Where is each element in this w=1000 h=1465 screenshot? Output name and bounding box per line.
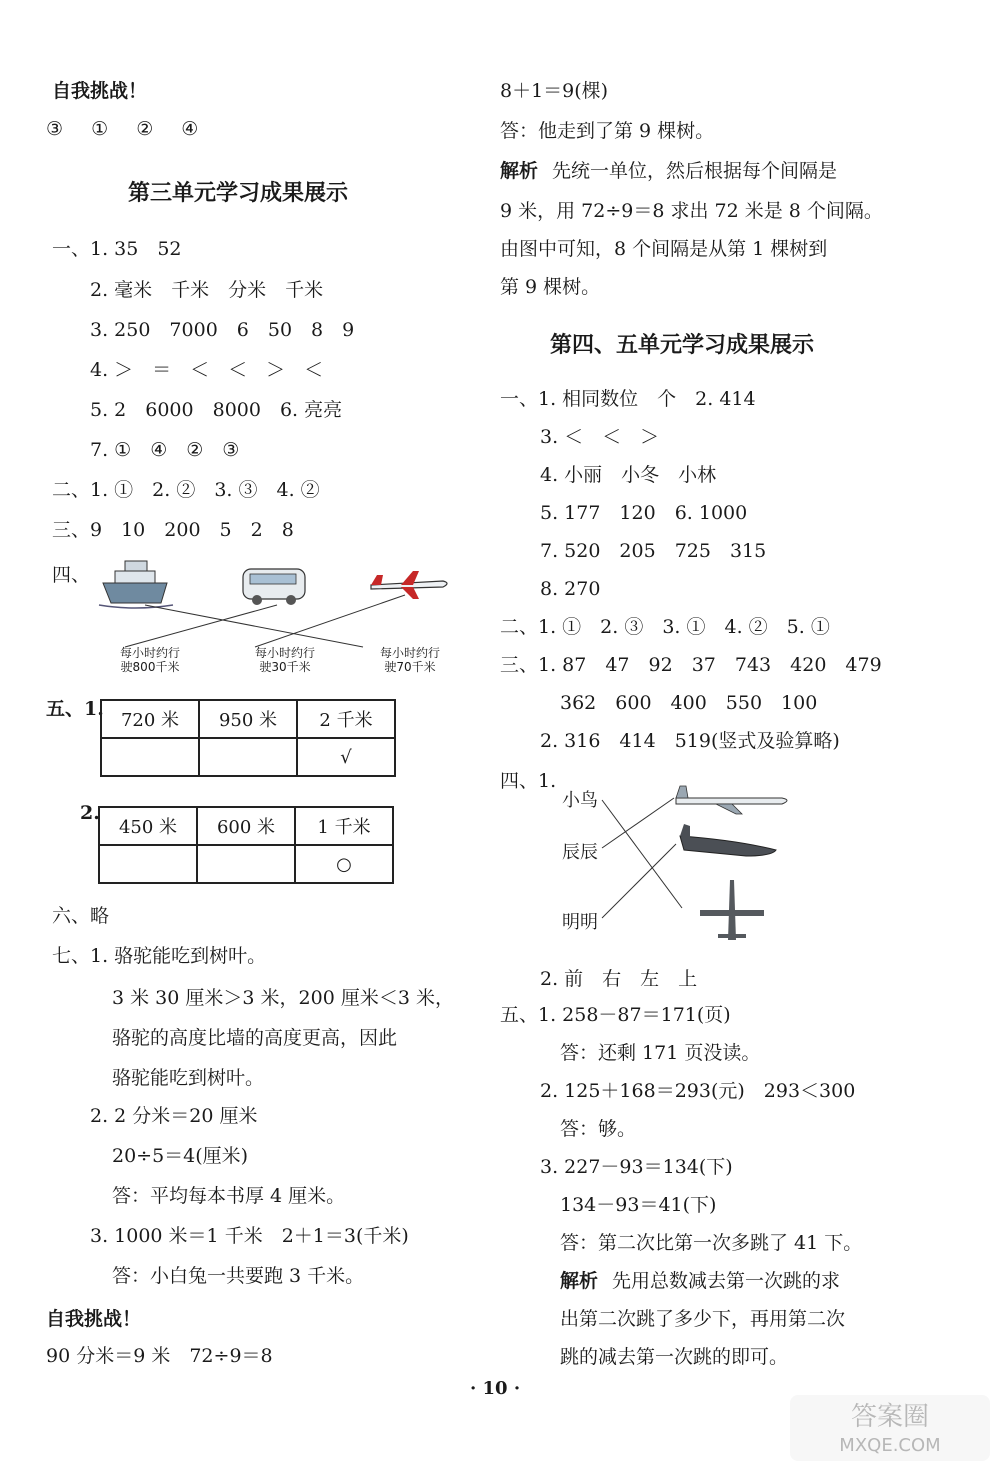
unit45-s3-line2: 362 600 400 550 100 — [560, 692, 818, 714]
svg-text:答案圈: 答案圈 — [850, 1402, 930, 1432]
caption-line: 每小时约行 — [379, 646, 440, 660]
unit45-s1-line3: 4. 小丽 小冬 小林 — [540, 464, 717, 486]
unit3-s4-label: 四、 — [52, 564, 91, 586]
airplane-top-icon — [700, 880, 764, 940]
unit3-s7-line9: 答：小白兔一共要跑 3 千米。 — [112, 1265, 365, 1287]
analysis-1-line3: 由图中可知，8 个间隔是从第 1 棵树到 — [500, 238, 828, 260]
analysis-1-line4: 第 9 棵树。 — [500, 276, 601, 298]
unit45-s5-line2: 答：还剩 171 页没读。 — [560, 1042, 761, 1064]
table-cell: ○ — [295, 845, 393, 883]
analysis-text: 先用总数减去第一次跳的求 — [612, 1270, 841, 1292]
unit3-s3: 三、9 10 200 5 2 8 — [52, 519, 294, 541]
unit3-s5-2-label: 2. — [80, 802, 100, 824]
table-cell: 720 米 — [101, 700, 199, 738]
unit45-s1-line5: 7. 520 205 725 315 — [540, 540, 767, 562]
analysis-2-line3: 跳的减去第一次跳的即可。 — [560, 1346, 789, 1368]
name-mingming: 明明 — [562, 912, 598, 933]
unit3-s1-line4: 4. ＞ ＝ ＜ ＜ ＞ ＜ — [90, 359, 324, 381]
table-cell: √ — [297, 738, 395, 776]
table-cell: 600 米 — [197, 807, 295, 845]
table-cell: 450 米 — [99, 807, 197, 845]
unit3-s7-line6: 20÷5＝4(厘米) — [112, 1145, 249, 1167]
challenge-top-answers — [46, 116, 220, 142]
unit45-s3-line3: 2. 316 414 519(竖式及验算略) — [540, 730, 840, 752]
unit45-s5-line7: 答：第二次比第一次多跳了 41 下。 — [560, 1232, 863, 1254]
table-cell: 2 千米 — [297, 700, 395, 738]
airplane-side-icon — [676, 786, 787, 814]
unit3-s7-line2: 3 米 30 厘米＞3 米，200 厘米＜3 米， — [112, 987, 454, 1009]
airplane-icon — [371, 571, 447, 599]
table-cell — [199, 738, 297, 776]
bus-icon — [243, 569, 305, 605]
table-cell — [99, 845, 197, 883]
unit45-s5-line5: 3. 227－93＝134(下) — [540, 1156, 733, 1178]
unit3-s1-line6: 7. ① ④ ② ③ — [90, 439, 240, 461]
table-cell: 950 米 — [199, 700, 297, 738]
answer-choice: ② — [136, 118, 154, 140]
caption-speed-70 — [365, 646, 455, 674]
caption-line: 每小时约行 — [119, 646, 180, 660]
unit3-s2: 二、1. ① 2. ② 3. ③ 4. ② — [52, 479, 320, 501]
analysis-text: 先统一单位，然后根据每个间隔是 — [552, 160, 838, 182]
table-cell: 1 千米 — [295, 807, 393, 845]
unit45-s2: 二、1. ① 2. ③ 3. ① 4. ② 5. ① — [500, 616, 830, 638]
matching-lines — [125, 595, 405, 647]
unit45-s5-line6: 134－93＝41(下) — [560, 1194, 717, 1216]
unit3-s6: 六、略 — [52, 905, 110, 927]
unit3-s7-line1: 七、1. 骆驼能吃到树叶。 — [52, 945, 267, 967]
right-line-r2: 答：他走到了第 9 棵树。 — [500, 120, 715, 142]
unit45-s5-line1: 五、1. 258－87＝171(页) — [500, 1004, 731, 1026]
unit45-s3-line1: 三、1. 87 47 92 37 743 420 479 — [500, 654, 882, 676]
name-chenchen: 辰辰 — [562, 842, 598, 863]
unit3-s7-line8: 3. 1000 米＝1 千米 2＋1＝3(千米) — [90, 1225, 409, 1247]
watermark-logo — [790, 1395, 990, 1461]
unit3-s5-label: 五、1. — [46, 698, 104, 720]
answer-choice: ① — [91, 118, 109, 140]
airplane-matching-figure — [596, 770, 796, 955]
unit3-s7-line7: 答：平均每本书厚 4 厘米。 — [112, 1185, 346, 1207]
right-line-r1: 8＋1＝9(棵) — [500, 80, 609, 102]
unit3-s1-line3: 3. 250 7000 6 50 8 9 — [90, 319, 355, 341]
unit45-title: 第四、五单元学习成果展示 — [550, 333, 815, 358]
analysis-label: 解析 — [500, 160, 539, 182]
unit3-s7-line3: 骆驼的高度比墙的高度更高，因此 — [112, 1027, 398, 1049]
unit45-s1-line4: 5. 177 120 6. 1000 — [540, 502, 748, 524]
analysis-label: 解析 — [560, 1270, 599, 1292]
ship-icon — [99, 561, 173, 608]
unit3-title: 第三单元学习成果展示 — [128, 181, 349, 206]
unit3-s7-line5: 2. 2 分米＝20 厘米 — [90, 1105, 258, 1127]
page-number: · 10 · — [470, 1378, 521, 1399]
unit3-s7-line4: 骆驼能吃到树叶。 — [112, 1067, 265, 1089]
caption-line: 驶800千米 — [120, 660, 180, 674]
caption-speed-30 — [240, 646, 330, 674]
unit45-s1-line1: 一、1. 相同数位 个 2. 414 — [500, 388, 756, 410]
caption-line: 驶70千米 — [384, 660, 436, 674]
answer-table-2 — [98, 806, 394, 884]
matching-lines — [602, 798, 682, 918]
table-cell — [197, 845, 295, 883]
unit3-s1-line5: 5. 2 6000 8000 6. 亮亮 — [90, 399, 343, 421]
challenge-bottom-line: 90 分米＝9 米 72÷9＝8 — [46, 1345, 273, 1367]
airplane-angled-icon — [680, 824, 776, 856]
table-cell — [101, 738, 199, 776]
unit45-s5-line4: 答：够。 — [560, 1118, 637, 1140]
answer-choice: ③ — [46, 118, 64, 140]
challenge-heading-bottom: 自我挑战！ — [46, 1308, 142, 1330]
name-xiaoniao: 小鸟 — [562, 790, 598, 811]
caption-speed-800 — [105, 646, 195, 674]
unit3-s1-line2: 2. 毫米 千米 分米 千米 — [90, 279, 324, 301]
unit3-s1-line1: 一、1. 35 52 — [52, 238, 182, 260]
unit45-s4-2: 2. 前 右 左 上 — [540, 968, 698, 990]
answer-choice: ④ — [181, 118, 199, 140]
unit45-s5-line3: 2. 125＋168＝293(元) 293＜300 — [540, 1080, 856, 1102]
analysis-2-line1 — [560, 1268, 840, 1294]
analysis-1-line1 — [500, 158, 837, 184]
unit45-s1-line6: 8. 270 — [540, 578, 601, 600]
caption-line: 每小时约行 — [254, 646, 315, 660]
analysis-1-line2: 9 米，用 72÷9＝8 求出 72 米是 8 个间隔。 — [500, 200, 883, 222]
unit45-s1-line2: 3. ＜ ＜ ＞ — [540, 426, 660, 448]
caption-line: 驶30千米 — [259, 660, 311, 674]
unit45-s4-label: 四、1. — [500, 770, 557, 792]
answer-table-1 — [100, 699, 396, 777]
svg-text:MXQE.COM: MXQE.COM — [839, 1435, 941, 1456]
challenge-heading-top: 自我挑战！ — [52, 80, 148, 102]
analysis-2-line2: 出第二次跳了多少下，再用第二次 — [560, 1308, 846, 1330]
